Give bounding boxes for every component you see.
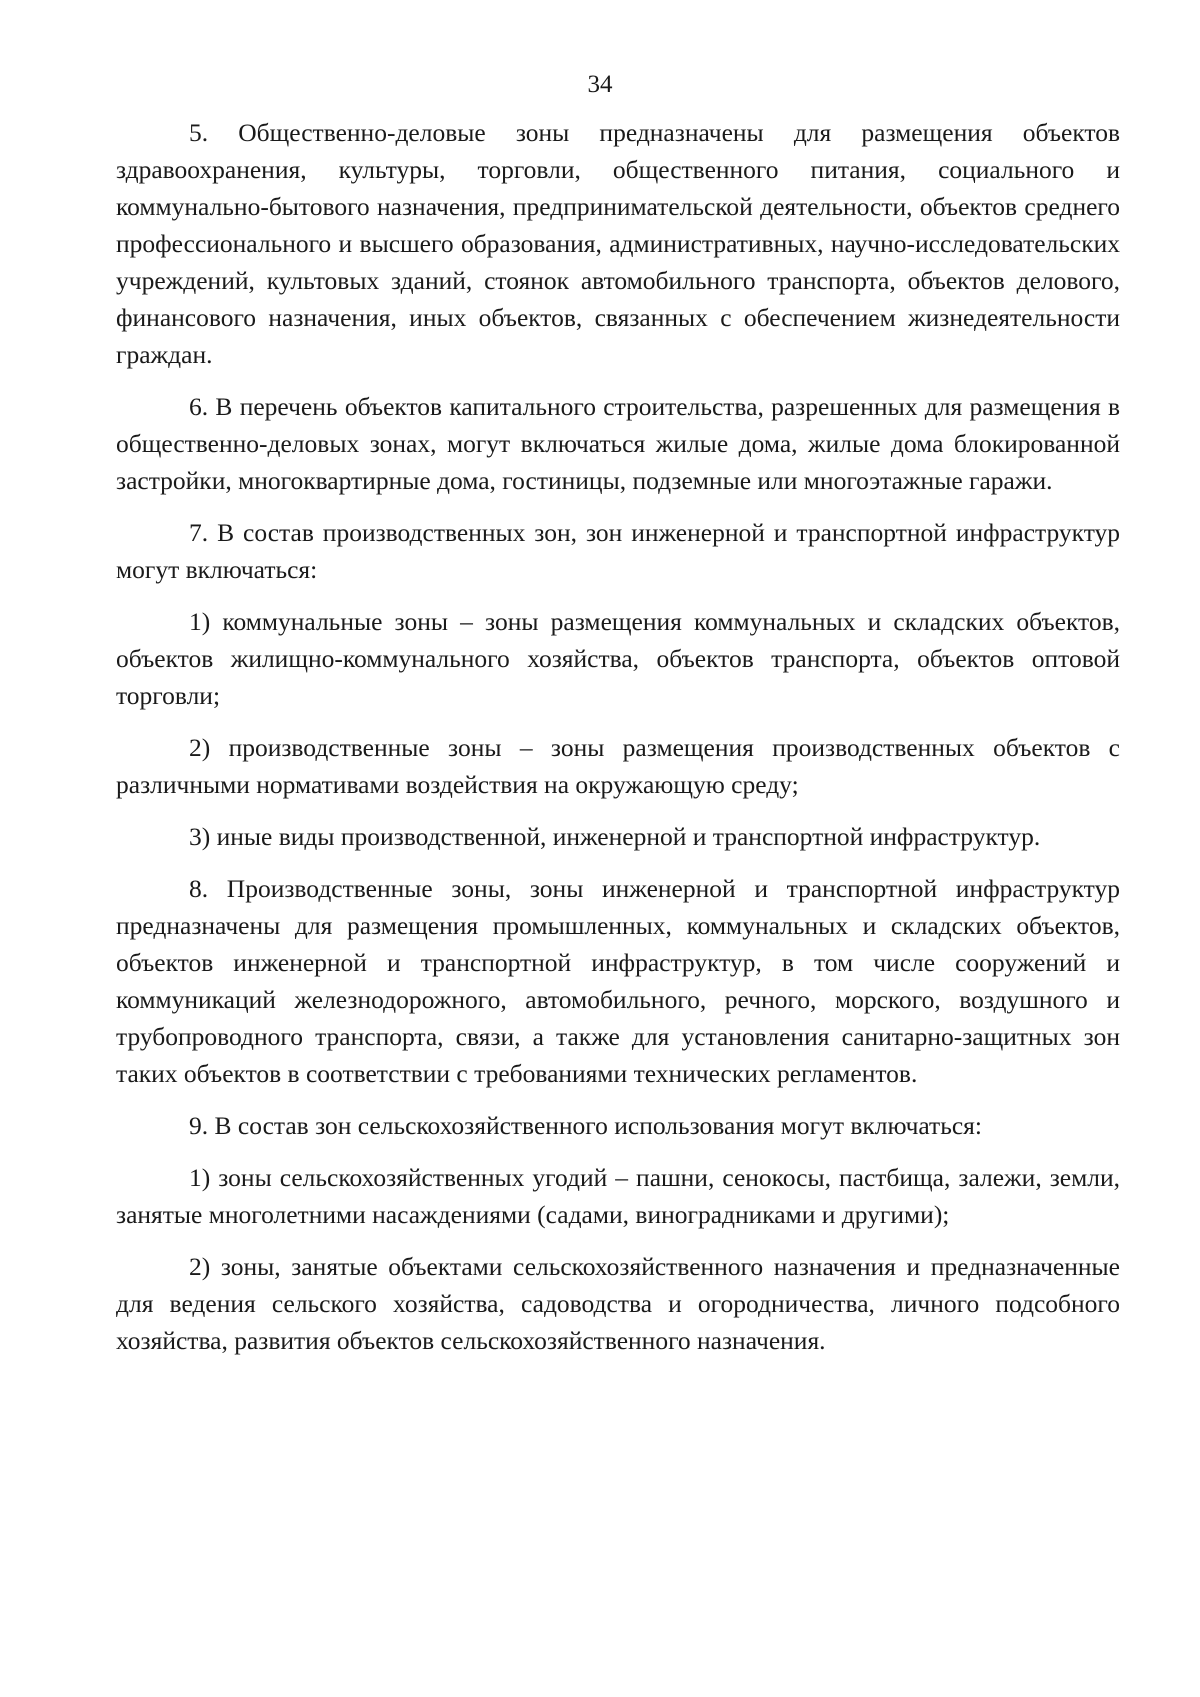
paragraph-8-production-zones-purpose: 8. Производственные зоны, зоны инженерной и транспортной инфраструктур предназначены для размещения промышленных, коммунальных и складских объектов, объектов инженерной и транспортной инфраструктур, в том числе сооружений и коммуникаций железнодорожного, автомобильного, речного, морского, воздушного и трубопроводного транспорта, связи, а также для установления санитарно-защитных зон таких объектов в соответствии с требованиями технических регламентов.	[116, 874, 1120, 1088]
list-item-agricultural-land-zones: 1) зоны сельскохозяйственных угодий – пашни, сенокосы, пастбища, залежи, земли, занятые многолетними насаждениями (садами, виноградниками и другими);	[116, 1163, 1120, 1229]
list-item-production-zones: 2) производственные зоны – зоны размещения производственных объектов с различными нормативами воздействия на окружающую среду;	[116, 733, 1120, 799]
list-item-other-infrastructure: 3) иные виды производственной, инженерной и транспортной инфраструктур.	[189, 822, 1041, 851]
paragraph-7-production-zones-composition: 7. В состав производственных зон, зон инженерной и транспортной инфраструктур могут включаться:	[116, 518, 1120, 584]
paragraph-9-agricultural-zones-composition: 9. В состав зон сельскохозяйственного использования могут включаться:	[189, 1111, 982, 1140]
list-item-agricultural-objects-zones: 2) зоны, занятые объектами сельскохозяйственного назначения и предназначенные для ведения сельского хозяйства, садоводства и огородничества, личного подсобного хозяйства, развития объектов сельскохозяйственного назначения.	[116, 1252, 1120, 1355]
paragraph-6-permitted-objects: 6. В перечень объектов капитального строительства, разрешенных для размещения в общественно-деловых зонах, могут включаться жилые дома, жилые дома блокированной застройки, многоквартирные дома, гостиницы, подземные или многоэтажные гаражи.	[116, 392, 1120, 495]
list-item-communal-zones: 1) коммунальные зоны – зоны размещения коммунальных и складских объектов, объектов жилищно-коммунального хозяйства, объектов транспорта, объектов оптовой торговли;	[116, 607, 1120, 710]
document-body	[116, 114, 1120, 1374]
paragraph-5-public-business-zones: 5. Общественно-деловые зоны предназначены для размещения объектов здравоохранения, культуры, торговли, общественного питания, социального и коммунально-бытового назначения, предпринимательской деятельности, объектов среднего профессионального и высшего образования, административных, научно-исследовательских учреждений, культовых зданий, стоянок автомобильного транспорта, объектов делового, финансового назначения, иных объектов, связанных с обеспечением жизнедеятельности граждан.	[116, 118, 1120, 369]
page-number: 34	[587, 71, 613, 98]
